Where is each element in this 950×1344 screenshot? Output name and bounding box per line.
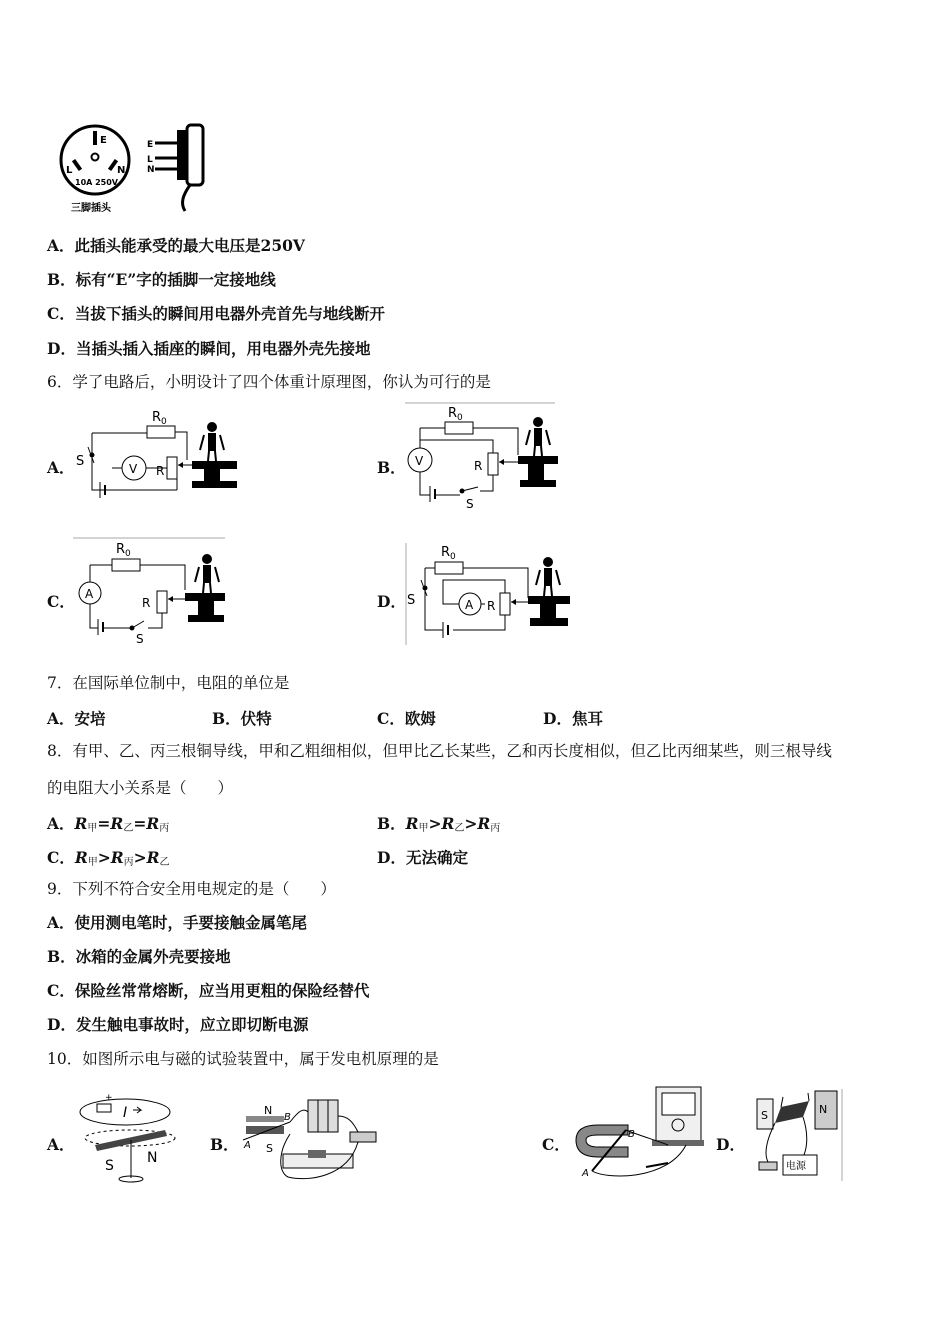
svg-text:A: A xyxy=(85,587,94,601)
svg-text:S: S xyxy=(761,1109,768,1122)
svg-text:0: 0 xyxy=(125,549,131,559)
q8-stem-line2: 的电阻大小关系是（ ） xyxy=(47,779,234,797)
svg-text:R: R xyxy=(474,459,483,473)
q7-option-b: B．伏特 xyxy=(212,709,272,728)
svg-text:I: I xyxy=(123,1105,128,1121)
svg-text:N: N xyxy=(819,1103,828,1116)
q7-option-c: C．欧姆 xyxy=(377,709,436,728)
q8-option-b: B．$R_甲>R_乙>R_丙$ xyxy=(377,814,501,834)
q6-label-b: B． xyxy=(377,458,406,477)
q10-stem: 10．如图所示电与磁的试验装置中，属于发电机原理的是 xyxy=(47,1050,439,1068)
svg-text:0: 0 xyxy=(457,413,463,423)
svg-text:V: V xyxy=(129,462,138,476)
svg-text:N: N xyxy=(147,165,155,175)
svg-text:N: N xyxy=(147,1150,158,1166)
q10-figure-b xyxy=(238,1092,388,1184)
q10-label-b: B． xyxy=(210,1135,239,1154)
svg-text:S: S xyxy=(105,1158,114,1174)
svg-text:R: R xyxy=(448,406,458,421)
three-pin-plug-figure xyxy=(55,115,215,220)
q10-label-d: D． xyxy=(716,1135,745,1154)
q6-circuit-d xyxy=(403,540,573,648)
q8-option-a: A．$R_甲=R_乙=R_丙$ xyxy=(47,814,170,834)
svg-text:V: V xyxy=(415,454,424,468)
q6-circuit-b xyxy=(400,400,560,510)
q10-figure-c xyxy=(568,1085,713,1182)
q7-option-a: A．安培 xyxy=(47,709,106,728)
svg-text:R: R xyxy=(156,464,165,478)
q6-stem: 6．学了电路后，小明设计了四个体重计原理图，你认为可行的是 xyxy=(47,373,491,391)
svg-text:R: R xyxy=(487,599,496,613)
svg-text:S: S xyxy=(76,454,85,469)
pin-n-label: N xyxy=(117,165,126,176)
svg-text:N: N xyxy=(264,1104,273,1117)
svg-text:R: R xyxy=(152,410,162,425)
q8-option-d: D．无法确定 xyxy=(377,848,468,867)
q5-option-a: A．此插头能承受的最大电压是250V xyxy=(47,236,305,255)
q7-option-d: D．焦耳 xyxy=(543,709,603,728)
svg-text:R: R xyxy=(142,596,151,610)
q10-label-c: C． xyxy=(542,1135,570,1154)
q9-option-b: B．冰箱的金属外壳要接地 xyxy=(47,947,231,966)
q10-figure-d xyxy=(753,1087,845,1183)
svg-text:A: A xyxy=(244,1140,251,1151)
svg-text:+: + xyxy=(105,1093,113,1103)
q5-option-b: B．标有“E”字的插脚一定接地线 xyxy=(47,270,276,289)
plug-rating: 10A 250V xyxy=(75,178,118,187)
q6-label-a: A． xyxy=(47,458,75,477)
q10-figure-a xyxy=(75,1090,185,1185)
svg-text:S: S xyxy=(466,497,474,510)
svg-text:A: A xyxy=(465,598,474,612)
q5-option-c: C．当拔下插头的瞬间用电器外壳首先与地线断开 xyxy=(47,304,385,323)
q9-option-c: C．保险丝常常熔断，应当用更粗的保险经替代 xyxy=(47,981,370,1000)
q6-label-d: D． xyxy=(377,592,406,611)
q9-option-d: D．发生触电事故时，应立即切断电源 xyxy=(47,1015,309,1034)
svg-text:B: B xyxy=(284,1112,291,1123)
q6-label-c: C． xyxy=(47,592,75,611)
q7-stem: 7．在国际单位制中，电阻的单位是 xyxy=(47,674,290,692)
plug-caption: 三脚插头 xyxy=(71,203,111,214)
q8-stem-line1: 8．有甲、乙、丙三根铜导线，甲和乙粗细相似，但甲比乙长某些，乙和丙长度相似，但乙比丙细某些，则三根导线 xyxy=(47,742,832,760)
pin-l-label: L xyxy=(66,165,73,176)
svg-text:R: R xyxy=(116,542,126,557)
svg-text:S: S xyxy=(407,593,416,608)
svg-text:B: B xyxy=(628,1129,635,1140)
q6-circuit-c xyxy=(70,535,230,647)
q6-circuit-a xyxy=(72,405,242,500)
svg-text:S: S xyxy=(136,632,144,646)
pin-e-label: E xyxy=(100,135,107,146)
svg-text:R: R xyxy=(441,545,451,560)
q10-label-a: A． xyxy=(47,1135,75,1154)
power-label: 电源 xyxy=(786,1161,806,1172)
svg-text:A: A xyxy=(582,1168,589,1179)
q5-option-d: D．当插头插入插座的瞬间，用电器外壳先接地 xyxy=(47,339,371,358)
svg-text:0: 0 xyxy=(450,552,456,562)
svg-text:S: S xyxy=(266,1142,273,1155)
svg-text:0: 0 xyxy=(161,417,167,427)
q8-option-c: C．$R_甲>R_丙>R_乙$ xyxy=(47,848,170,868)
svg-text:L: L xyxy=(147,155,153,165)
svg-text:E: E xyxy=(147,140,154,150)
q9-option-a: A．使用测电笔时，手要接触金属笔尾 xyxy=(47,913,308,932)
q9-stem: 9．下列不符合安全用电规定的是（ ） xyxy=(47,880,336,898)
